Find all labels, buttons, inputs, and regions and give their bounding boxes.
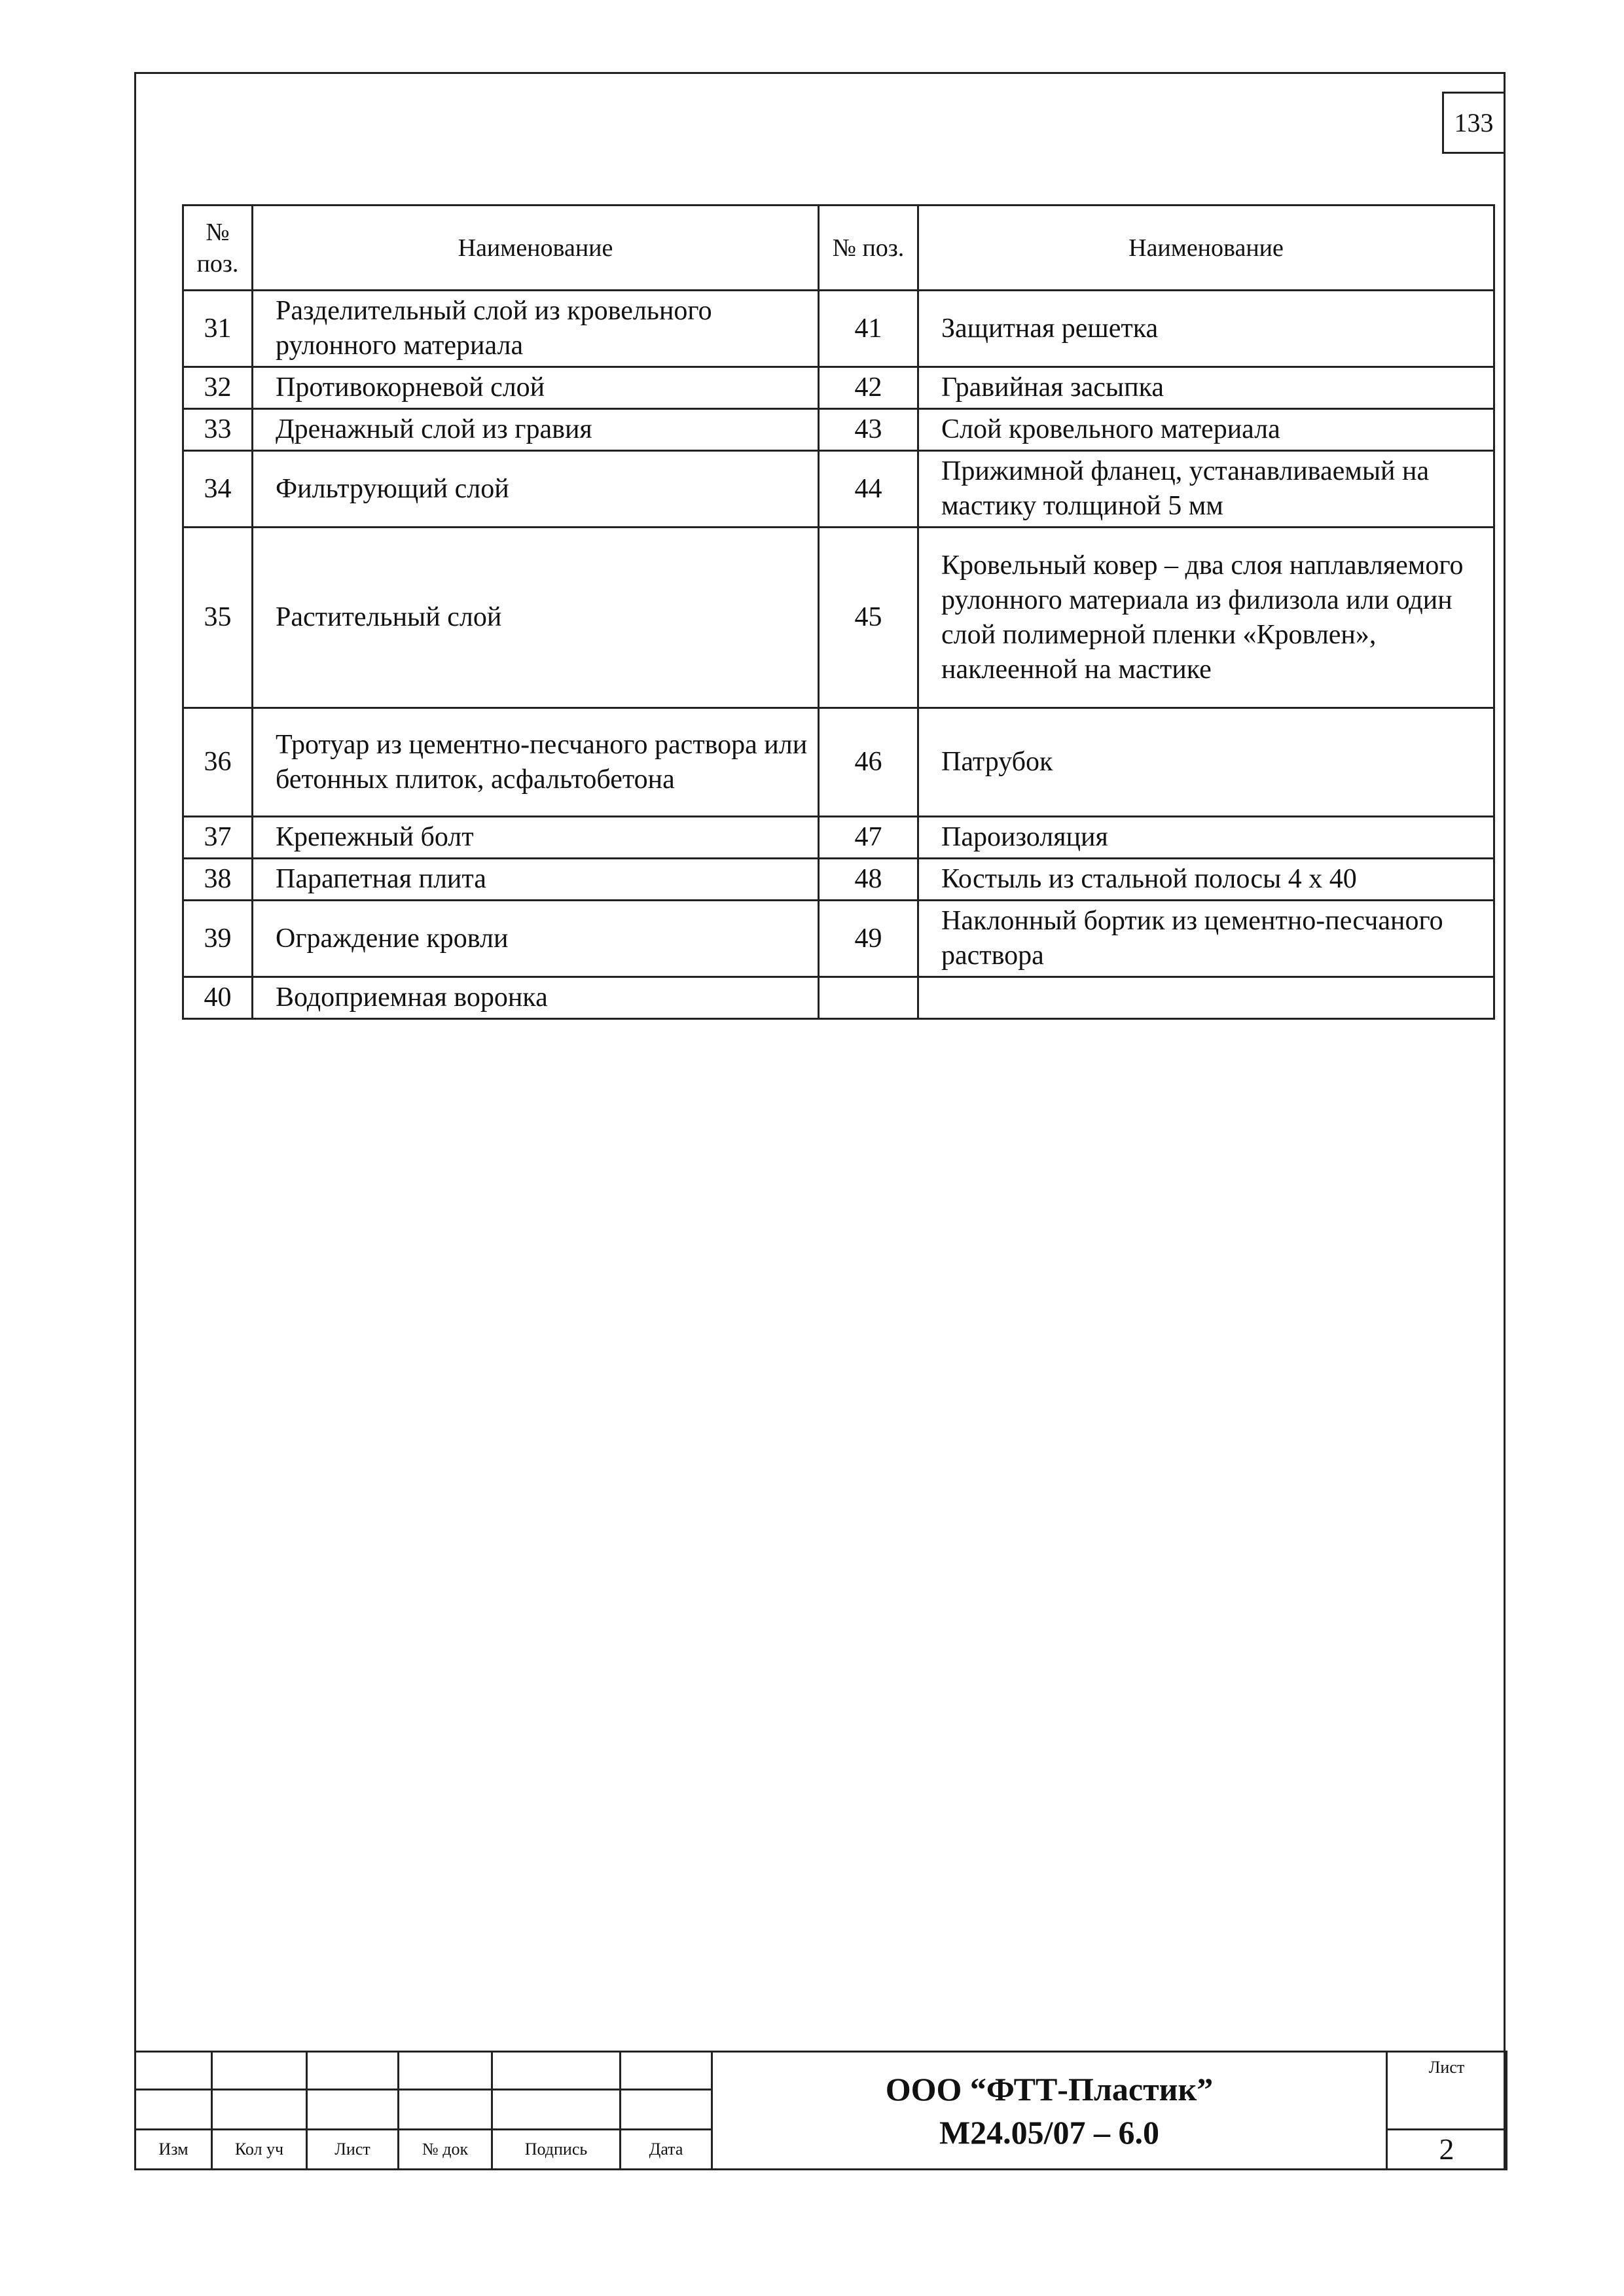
table-row [183,901,1494,977]
name-cell: Пароизоляция [918,817,1494,859]
name-cell: Защитная решетка [918,291,1494,367]
stamp-col-label: Лист [307,2129,399,2169]
table-row [183,367,1494,409]
name-cell [918,977,1494,1019]
name-cell: Кровельный ковер – два слоя наплавляемого рулонного материала из филизола или один слой полимерной пленки «Кровлен», наклеенной на мастике [918,528,1494,708]
stamp-cell [492,2089,621,2129]
stamp-cell [307,2052,399,2090]
pos-cell: 46 [819,708,918,817]
pos-cell [819,977,918,1019]
name-cell: Крепежный болт [253,817,819,859]
stamp-title-cell [712,2052,1387,2170]
pos-cell: 48 [819,859,918,901]
pos-cell: 45 [819,528,918,708]
company-name: ООО “ФТТ-Пластик” [885,2070,1214,2108]
pos-cell: 38 [183,859,253,901]
name-cell: Противокорневой слой [253,367,819,409]
table-row [183,409,1494,451]
table-row [183,528,1494,708]
pos-cell: 43 [819,409,918,451]
stamp-cell [399,2089,492,2129]
sheet-value: 2 [1387,2129,1507,2169]
table-row [183,859,1494,901]
table-header-row [183,206,1494,291]
name-cell: Растительный слой [253,528,819,708]
name-cell: Слой кровельного материала [918,409,1494,451]
stamp-cell [399,2052,492,2090]
stamp-col-label: Изм [135,2129,212,2169]
pos-cell: 40 [183,977,253,1019]
pos-cell: 32 [183,367,253,409]
name-cell: Фильтрующий слой [253,451,819,528]
name-cell: Водоприемная воронка [253,977,819,1019]
stamp-cell [621,2089,712,2129]
sheet-label: Лист [1387,2052,1507,2130]
pos-cell: 36 [183,708,253,817]
table-row [183,708,1494,817]
table-row [183,817,1494,859]
pos-cell: 31 [183,291,253,367]
name-cell: Разделительный слой из кровельного рулонного материала [253,291,819,367]
specification-table [182,204,1495,1020]
table-row [183,291,1494,367]
stamp-cell [212,2052,307,2090]
name-cell: Тротуар из цементно-песчаного раствора или бетонных плиток, асфальтобетона [253,708,819,817]
stamp-col-label: Дата [621,2129,712,2169]
name-cell: Гравийная засыпка [918,367,1494,409]
pos-cell: 35 [183,528,253,708]
stamp-col-label: Подпись [492,2129,621,2169]
stamp-col-label: № док [399,2129,492,2169]
stamp-col-label: Кол уч [212,2129,307,2169]
stamp-cell [135,2089,212,2129]
name-cell: Прижимной фланец, устанавливаемый на мастику толщиной 5 мм [918,451,1494,528]
document-code: М24.05/07 – 6.0 [939,2113,1160,2151]
stamp-cell [135,2052,212,2090]
page-number: 133 [1442,92,1506,154]
pos-cell: 42 [819,367,918,409]
header-name-left: Наименование [253,206,819,291]
pos-cell: 47 [819,817,918,859]
stamp-cell [212,2089,307,2129]
header-pos-right: № поз. [819,206,918,291]
pos-cell: 37 [183,817,253,859]
stamp-cell [621,2052,712,2090]
title-block [134,2051,1507,2170]
header-pos-left: № поз. [183,206,253,291]
table-row [183,977,1494,1019]
pos-cell: 34 [183,451,253,528]
pos-cell: 33 [183,409,253,451]
stamp-cell [492,2052,621,2090]
name-cell: Патрубок [918,708,1494,817]
name-cell: Костыль из стальной полосы 4 х 40 [918,859,1494,901]
name-cell: Ограждение кровли [253,901,819,977]
stamp-cell [307,2089,399,2129]
pos-cell: 41 [819,291,918,367]
header-name-right: Наименование [918,206,1494,291]
table-row [183,451,1494,528]
pos-cell: 49 [819,901,918,977]
name-cell: Парапетная плита [253,859,819,901]
name-cell: Наклонный бортик из цементно-песчаного раствора [918,901,1494,977]
pos-cell: 39 [183,901,253,977]
pos-cell: 44 [819,451,918,528]
name-cell: Дренажный слой из гравия [253,409,819,451]
